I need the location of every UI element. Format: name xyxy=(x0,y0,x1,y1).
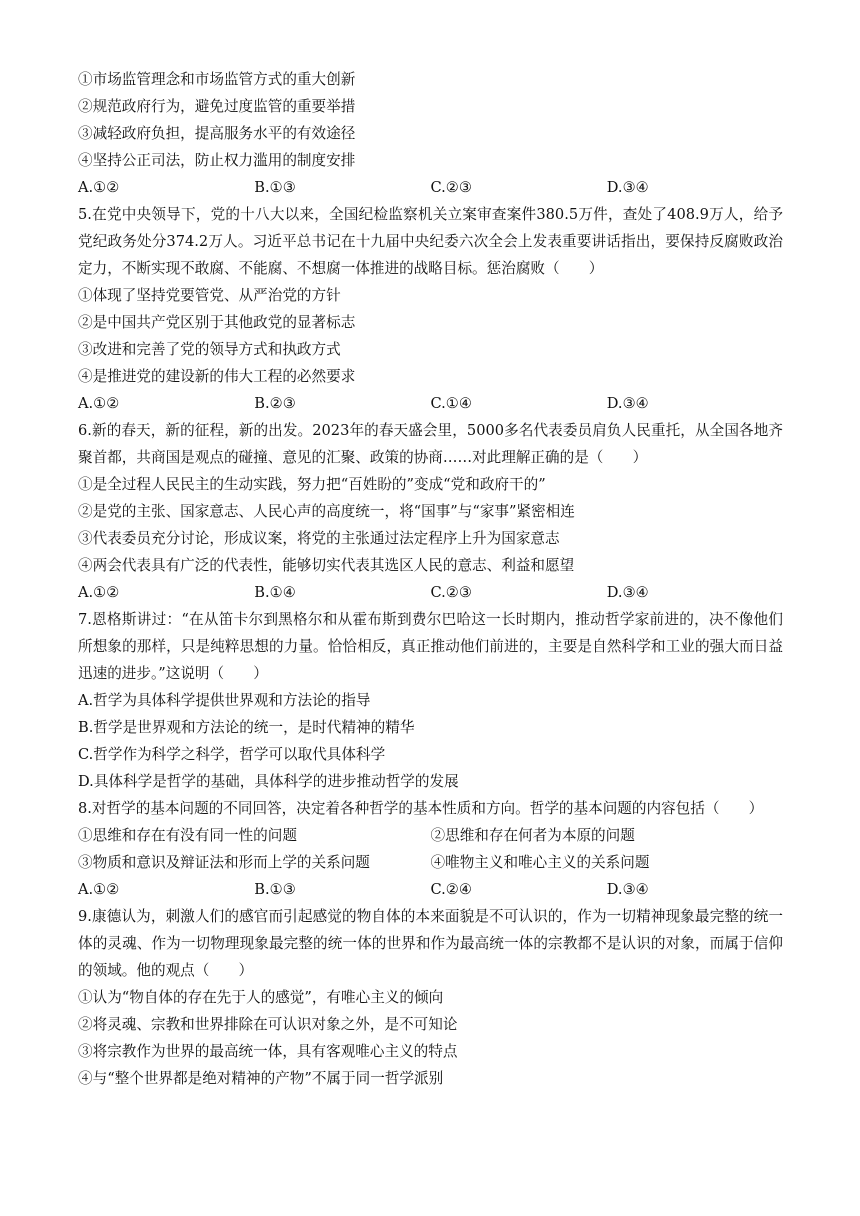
q7-option-c: C.哲学作为科学之科学，哲学可以取代具体科学 xyxy=(78,746,386,763)
question-8 xyxy=(78,795,783,903)
q8-item-3: ③物质和意识及辩证法和形而上学的关系问题 xyxy=(78,854,370,871)
q4-item-4: ④坚持公正司法，防止权力滥用的制度安排 xyxy=(78,152,356,169)
q8-item-4: ④唯物主义和唯心主义的关系问题 xyxy=(430,854,650,871)
q9-stem: 9.康德认为，刺激人们的感官而引起感觉的物自体的本来面貌是不可认识的，作为一切精神现象最完整的统一体的灵魂、作为一切物理现象最完整的统一体的世界和作为最高统一体的宗教都不是认识的对象，而属于信仰的领域。他的观点（ ） xyxy=(78,908,783,979)
q7-stem: 7.恩格斯讲过：“在从笛卡尔到黑格尔和从霍布斯到费尔巴哈这一长时期内，推动哲学家前进的，决不像他们所想象的那样，只是纯粹思想的力量。恰恰相反，真正推动他们前进的，主要是自然科学和工业的强大而日益迅速的进步。”这说明（ ） xyxy=(78,611,783,682)
q5-item-3: ③改进和完善了党的领导方式和执政方式 xyxy=(78,341,341,358)
q4-item-1: ①市场监管理念和市场监管方式的重大创新 xyxy=(78,71,356,88)
q6-option-c: C.②③ xyxy=(430,584,472,601)
question-9 xyxy=(78,903,783,1092)
q4-option-b: B.①③ xyxy=(254,179,296,196)
q4-item-2: ②规范政府行为，避免过度监管的重要举措 xyxy=(78,98,356,115)
question-5 xyxy=(78,201,783,417)
q8-option-d: D.③④ xyxy=(606,881,649,898)
q8-item-2: ②思维和存在何者为本原的问题 xyxy=(430,827,635,844)
q9-item-4: ④与“整个世界都是绝对精神的产物”不属于同一哲学派别 xyxy=(78,1070,444,1087)
q8-options xyxy=(78,876,783,903)
q6-item-2: ②是党的主张、国家意志、人民心声的高度统一，将“国事”与“家事”紧密相连 xyxy=(78,503,575,520)
question-4 xyxy=(78,66,783,201)
question-6 xyxy=(78,417,783,606)
q6-item-3: ③代表委员充分讨论，形成议案，将党的主张通过法定程序上升为国家意志 xyxy=(78,530,560,547)
q5-item-4: ④是推进党的建设新的伟大工程的必然要求 xyxy=(78,368,356,385)
q5-option-b: B.②③ xyxy=(254,395,296,412)
q7-option-a: A.哲学为具体科学提供世界观和方法论的指导 xyxy=(78,692,371,709)
q6-item-4: ④两会代表具有广泛的代表性，能够切实代表其选区人民的意志、利益和愿望 xyxy=(78,557,575,574)
q4-item-3: ③减轻政府负担，提高服务水平的有效途径 xyxy=(78,125,356,142)
question-7 xyxy=(78,606,783,795)
q4-option-a: A.①② xyxy=(78,179,120,196)
q8-items-row-1 xyxy=(78,822,783,849)
q7-option-d: D.具体科学是哲学的基础，具体科学的进步推动哲学的发展 xyxy=(78,773,459,790)
q6-option-d: D.③④ xyxy=(606,584,649,601)
q5-stem: 5.在党中央领导下，党的十八大以来，全国纪检监察机关立案审查案件380.5万件，查处了408.9万人，给予党纪政务处分374.2万人。习近平总书记在十九届中央纪委六次全会上发表重要讲话指出，要保持反腐败政治定力，不断实现不敢腐、不能腐、不想腐一体推进的战略目标。惩治腐败（ ） xyxy=(78,206,783,277)
q6-stem: 6.新的春天，新的征程，新的出发。2023年的春天盛会里，5000多名代表委员肩负人民重托，从全国各地齐聚首都，共商国是观点的碰撞、意见的汇聚、政策的协商……对此理解正确的是（ ） xyxy=(78,422,783,466)
q8-option-a: A.①② xyxy=(78,881,120,898)
q5-option-a: A.①② xyxy=(78,395,120,412)
q5-option-d: D.③④ xyxy=(606,395,649,412)
q8-stem: 8.对哲学的基本问题的不同回答，决定着各种哲学的基本性质和方向。哲学的基本问题的内容包括（ ） xyxy=(78,800,764,817)
q5-options xyxy=(78,390,783,417)
q4-options xyxy=(78,174,783,201)
q6-option-a: A.①② xyxy=(78,584,120,601)
q8-items-row-2 xyxy=(78,849,783,876)
q6-options xyxy=(78,579,783,606)
q7-option-b: B.哲学是世界观和方法论的统一，是时代精神的精华 xyxy=(78,719,415,736)
q9-item-2: ②将灵魂、宗教和世界排除在可认识对象之外，是不可知论 xyxy=(78,1016,458,1033)
q6-item-1: ①是全过程人民民主的生动实践，努力把“百姓盼的”变成“党和政府干的” xyxy=(78,476,546,493)
exam-page xyxy=(78,66,783,1092)
q5-option-c: C.①④ xyxy=(430,395,472,412)
q9-item-3: ③将宗教作为世界的最高统一体，具有客观唯心主义的特点 xyxy=(78,1043,458,1060)
q6-option-b: B.①④ xyxy=(254,584,296,601)
q8-option-c: C.②④ xyxy=(430,881,472,898)
q4-option-c: C.②③ xyxy=(430,179,472,196)
q5-item-2: ②是中国共产党区别于其他政党的显著标志 xyxy=(78,314,356,331)
q9-item-1: ①认为“物自体的存在先于人的感觉”，有唯心主义的倾向 xyxy=(78,989,444,1006)
q8-item-1: ①思维和存在有没有同一性的问题 xyxy=(78,827,297,844)
q5-item-1: ①体现了坚持党要管党、从严治党的方针 xyxy=(78,287,341,304)
q4-option-d: D.③④ xyxy=(606,179,649,196)
q8-option-b: B.①③ xyxy=(254,881,296,898)
